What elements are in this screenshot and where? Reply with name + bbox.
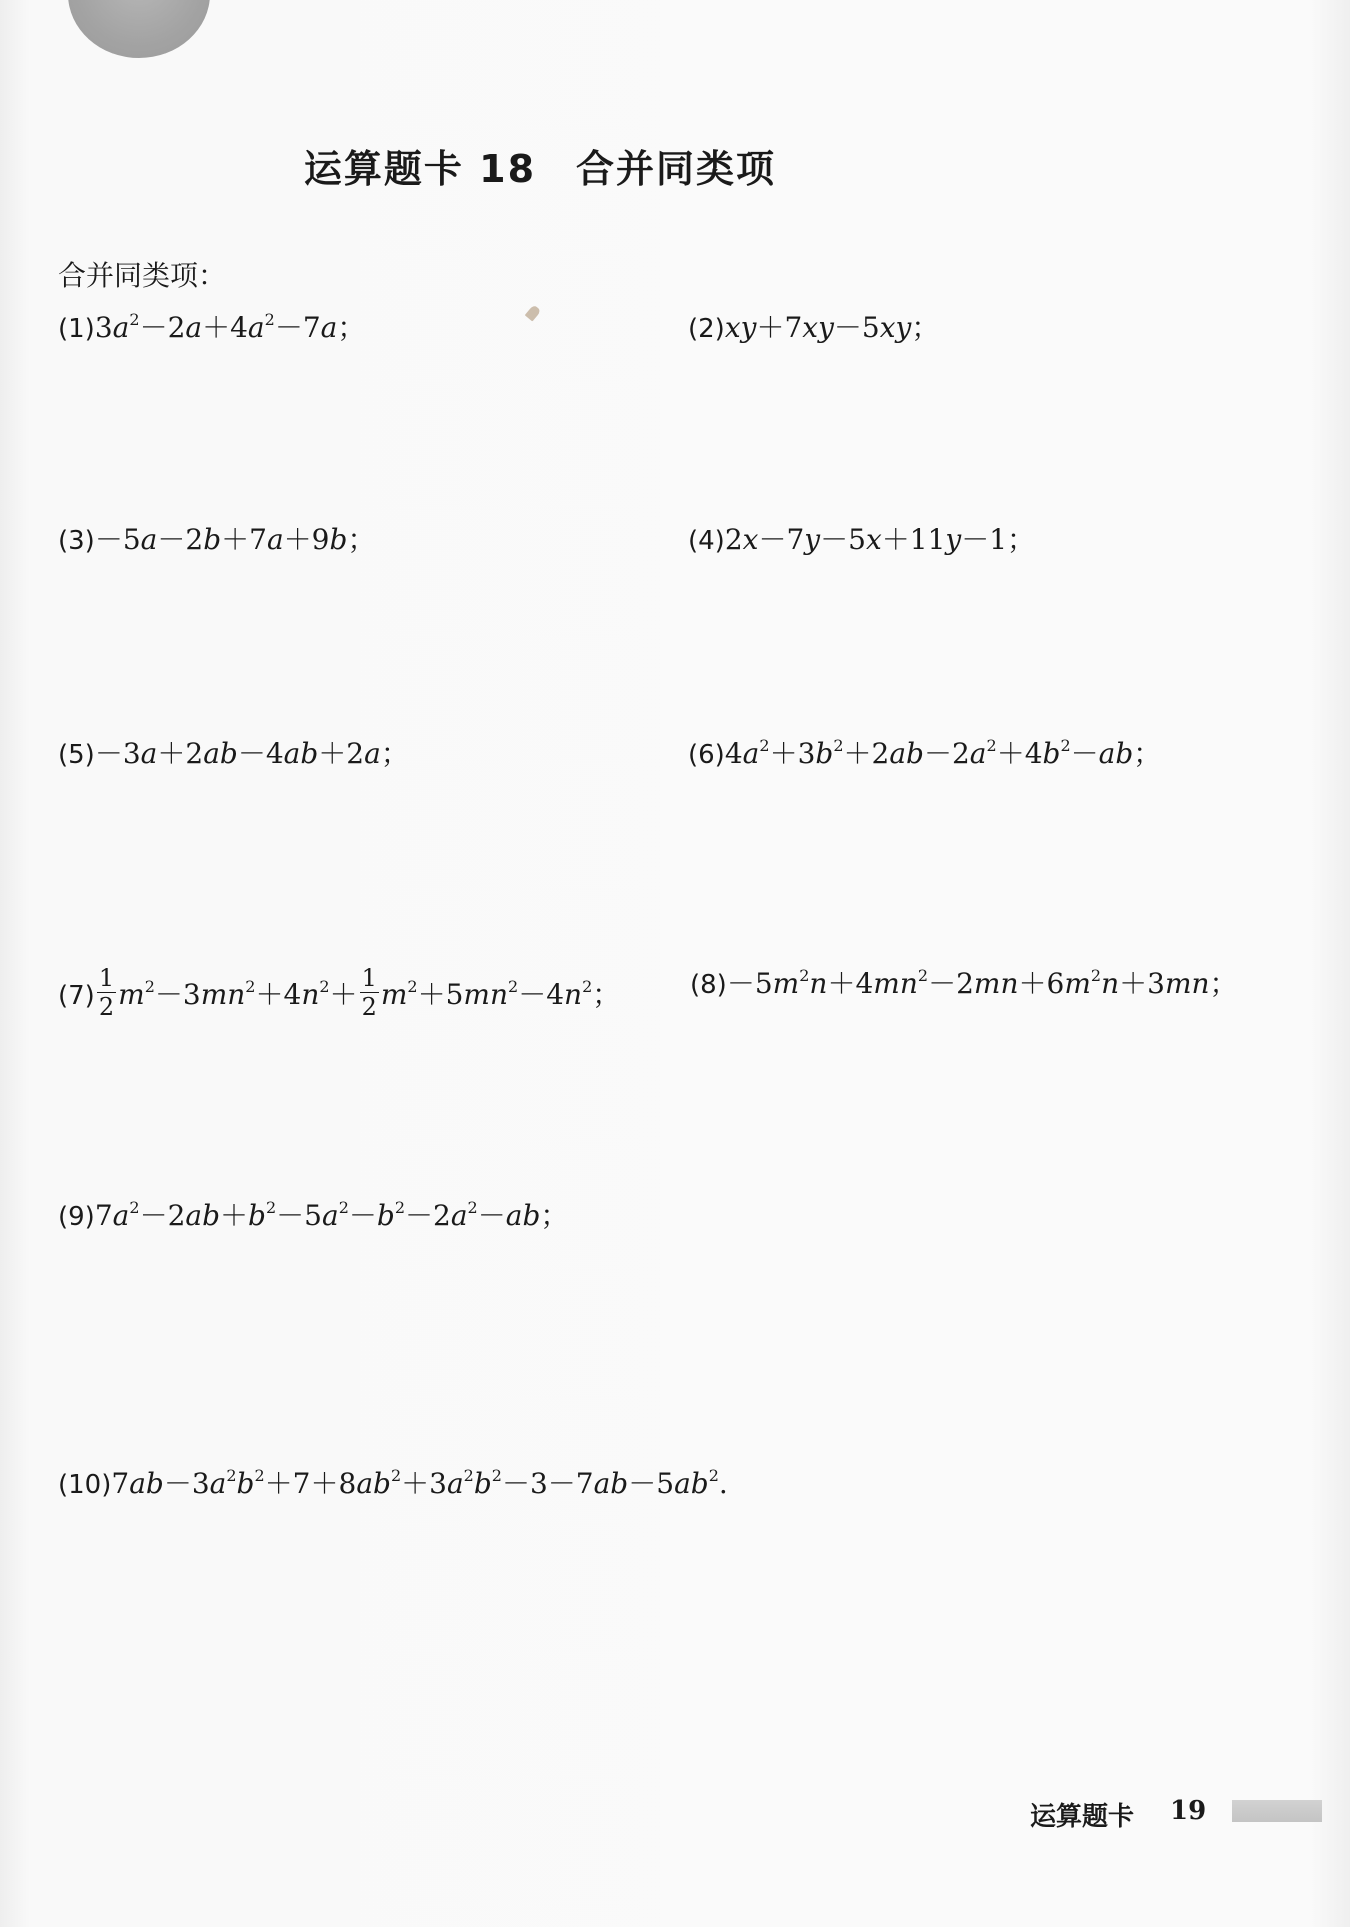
problem-6 [688, 736, 1162, 770]
footer-decoration-bar [1232, 1800, 1322, 1822]
problem-expression: $\frac{1}{2}$ $m^2-3mn^2+4n^2+$ $\frac{1}{2}$ $m^2+5mn^2-4n^2$； [98, 964, 621, 1021]
problem-2 [688, 311, 940, 344]
page-number: 19 [1170, 1796, 1207, 1826]
problem-9 [58, 1198, 569, 1232]
problem-expression: $4a^2+3b^2+2ab-2a^2+4b^2-ab$； [724, 736, 1162, 770]
problem-expression: $7a^2-2ab+b^2-5a^2-b^2-2a^2-ab$； [94, 1198, 569, 1232]
problem-5 [58, 737, 409, 770]
problem-1 [58, 310, 366, 344]
problem-expression: －5a－2b＋7a＋9b； [94, 523, 376, 556]
footer-label: 运算题卡 [1030, 1802, 1135, 1832]
problem-expression: $7ab-3a^2b^2+7+8ab^2+3a^2b^2-3-7ab-5ab^2$. [111, 1466, 728, 1500]
instruction-text: 合并同类项： [58, 259, 227, 292]
problem-number: (2) [688, 314, 725, 344]
problem-expression: $-5m^2n+4mn^2-2mn+6m^2n+3mn$； [726, 966, 1238, 1000]
problem-number: (7) [58, 981, 95, 1011]
problem-expression: $3a^2-2a+4a^2-7a$； [94, 310, 366, 344]
paper-speck [525, 304, 542, 321]
problem-3 [58, 523, 376, 556]
problem-4 [688, 523, 1036, 556]
problem-number: (1) [58, 314, 95, 344]
problem-10 [58, 1466, 728, 1500]
problem-number: (3) [58, 526, 95, 556]
fraction-one-half: $\frac{1}{2}$ [98, 964, 115, 1021]
page-title [0, 138, 1080, 193]
problem-expression: －3a＋2ab－4ab＋2a； [94, 737, 409, 770]
problem-8 [690, 966, 1238, 1000]
problem-7 [58, 964, 621, 1023]
corner-tab-decoration [68, 0, 210, 58]
problem-number: (6) [688, 740, 725, 770]
fraction-one-half: $\frac{1}{2}$ [361, 964, 377, 1021]
problem-expression: xy＋7xy－5xy； [724, 311, 940, 344]
problem-number: (5) [58, 740, 95, 770]
problem-number: (10) [58, 1470, 112, 1500]
problem-number: (8) [690, 970, 727, 1000]
problem-number: (4) [688, 526, 725, 556]
problem-number: (9) [58, 1202, 95, 1232]
problem-expression: 2x－7y－5x＋11y－1； [724, 523, 1036, 556]
title-topic: 合并同类项 [576, 147, 777, 191]
title-main: 运算题卡 18 [303, 147, 537, 191]
